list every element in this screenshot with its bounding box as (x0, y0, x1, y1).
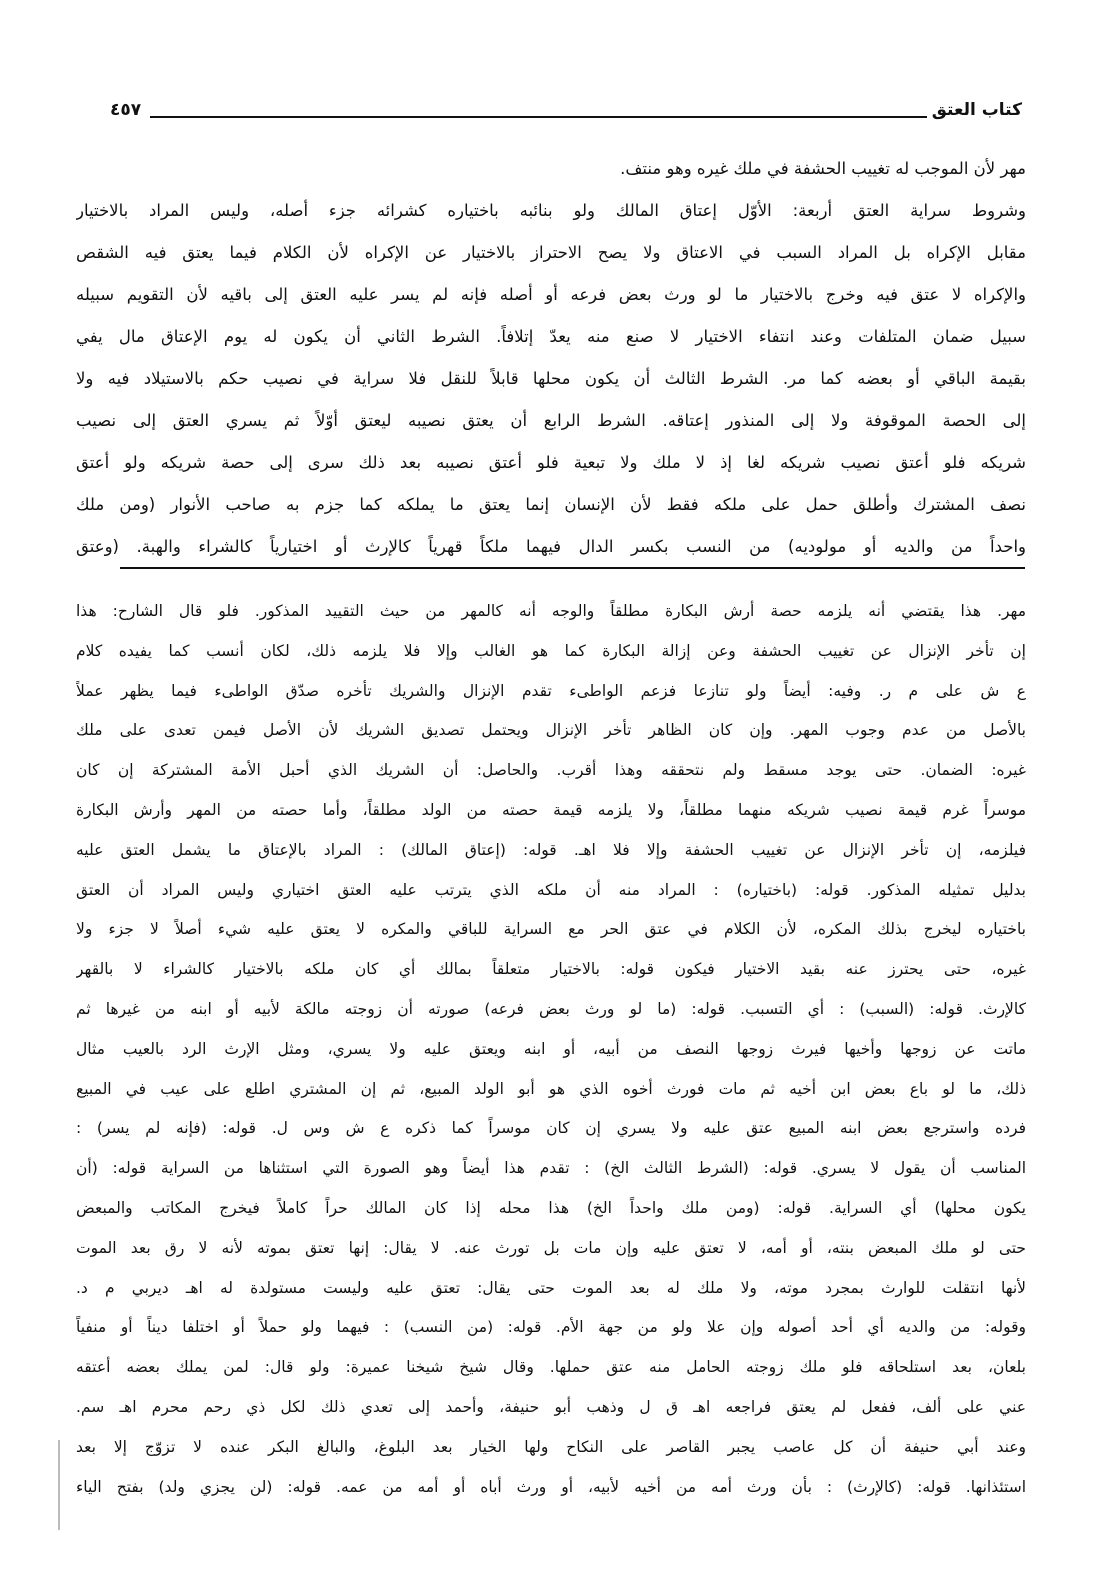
scan-margin-mark (58, 1440, 60, 1530)
footnote-line: ذلك، ما لو باع بعض ابن أخيه ثم مات فورث أخوه الذي هو أبو الولد المبيع، ثم إن المشتري اطلع على عيب في المبيع (76, 1079, 1026, 1098)
footnote-line: مهر. هذا يقتضي أنه يلزمه حصة أرش البكارة مطلقاً والوجه أنه كالمهر من حيث التقييد المذكور. فلو قال الشارح: هذا (76, 602, 1026, 620)
main-text-line: سبيل ضمان المتلفات وعند انتفاء الاختيار لا صنع منه يعدّ إتلافاً. الشرط الثاني أن يكون له يوم الإعتاق مال يفي (76, 327, 1026, 346)
footnote-line: غيره: الضمان. حتى يوجد مسقط ولم نتحققه وهذا أقرب. والحاصل: أن الشريك الذي أحبل الأمة المشتركة إن كان (76, 761, 1026, 780)
main-text (76, 148, 1026, 568)
main-text-line: وشروط سراية العتق أربعة: الأوّل إعتاق المالك ولو بنائبه باختياره كشرائه جزء أصله، وليس المراد بالاختيار (76, 201, 1026, 220)
footnote-line: بلعان، بعد استلحاقه فلو ملك زوجته الحامل منه عتق حملها. وقال شيخ شيخنا عميرة: ولو قال: لمن يملك بعضه أعتقه (76, 1358, 1026, 1377)
chapter-title: كتاب العتق (931, 100, 1022, 120)
footnotes (76, 592, 1026, 1507)
footnote-line: باختياره ليخرج بذلك المكره، لأن الكلام في عتق الحر مع السراية للباقي والمكره لا يعتق عليه شيء أصلاً لا جزء ولا (76, 920, 1026, 939)
footnote-line: بدليل تمثيله المذكور. قوله: (باختياره) : المراد منه أن ملكه الذي يترتب عليه العتق اختياري وليس المراد أن العتق (76, 880, 1026, 899)
main-text-line: واحداً من والديه أو مولوديه) من النسب بكسر الدال فيهما ملكاً قهرياً كالإرث أو اختيارياً كالشراء والهبة. (وعتق (76, 537, 1026, 556)
footnote-line: وقوله: من والديه أي أحد أصوله وإن علا ولو من جهة الأم. قوله: (من النسب) : فيهما ولو حملاً أو اختلفا ديناً أو منفياً (76, 1318, 1026, 1337)
header-rule (150, 116, 927, 118)
footnote-line: غيره، حتى يحترز عنه بقيد الاختيار فيكون قوله: بالاختيار متعلقاً بمالك أي كان ملكه بالاختيار كالشراء لا بالقهر (76, 960, 1026, 979)
footnote-line: المناسب أن يقول لا يسري. قوله: (الشرط الثالث الخ) : تقدم هذا أيضاً وهو الصورة التي استثناها من السراية قوله: (أن (76, 1159, 1026, 1178)
footnote-line: فرده واسترجع بعض ابنه المبيع عتق عليه ولا يسري إن كان موسراً كما ذكره ع ش وس ل. قوله: (فإنه لم يسر) : (76, 1119, 1026, 1138)
footnote-line: لأنها انتقلت للوارث بمجرد موته، ولا ملك له بعد الموت حتى يقال: تعتق عليه وليست مستولدة له اهـ ديربي م د. (76, 1278, 1026, 1297)
main-text-line: نصف المشترك وأطلق حمل على ملكه فقط لأن الإنسان إنما يعتق ما يملكه كما جزم به صاحب الأنوار (ومن ملك (76, 495, 1026, 514)
footnote-separator (120, 567, 1025, 569)
footnote-line: وعند أبي حنيفة أن كل عاصب يجبر القاصر على النكاح ولها الخيار بعد البلوغ، والبالغ البكر عنده لا تزوّج إلا بعد (76, 1437, 1026, 1456)
footnote-line: عني على ألف، ففعل لم يعتق فراجعه اهـ ق ل وذهب أبو حنيفة، وأحمد إلى تعدي ذلك لكل ذي رحم محرم اهـ سم. (76, 1397, 1026, 1416)
main-text-line: مهر لأن الموجب له تغييب الحشفة في ملك غيره وهو منتف. (620, 159, 1026, 178)
footnote-line: إن تأخر الإنزال عن تغييب الحشفة وعن إزالة البكارة كما هو الغالب وإلا فلا يلزمه ذلك، لكان أنسب كما يفيده كلام (76, 641, 1026, 660)
footnote-line: ع ش على م ر. وفيه: أيضاً ولو تنازعا فزعم الواطىء تقدم الإنزال والشريك تأخره صدّق الواطىء فيما يظهر عملاً (76, 681, 1026, 700)
footnote-line: موسراً غرم قيمة نصيب شريكه منهما مطلقاً، ولا يلزمه قيمة حصته من الولد مطلقاً، وأما حصته من المهر وأرش البكارة (76, 800, 1026, 819)
page-number: ٤٥٧ (110, 100, 142, 120)
footnote-line: بالأصل من عدم وجوب المهر. وإن كان الظاهر تأخر الإنزال ويحتمل تصديق الشريك لأن الأصل فيمن تعدى على ملك (76, 721, 1026, 740)
footnote-line: استئذانها. قوله: (كالإرث) : بأن ورث أمه من أخيه لأبيه، أو ورث أباه أو أمه من عمه. قوله: (لن يجزي ولد) بفتح الياء (76, 1477, 1026, 1496)
footnote-line: ماتت عن زوجها وأخيها فيرث زوجها النصف من أبيه، أو ابنه ويعتق عليه ولا يسري، ومثل الإرث الرد بالعيب مثال (76, 1039, 1026, 1058)
main-text-line: بقيمة الباقي أو بعضه كما مر. الشرط الثالث أن يكون محلها قابلاً للنقل فلا سراية في نصيب حكم بالاستيلاد فيه ولا (76, 369, 1026, 388)
main-text-line: شريكه فلو أعتق نصيب شريكه لغا إذ لا ملك ولا تبعية فلو أعتق نصيبه بعد ذلك سرى إلى حصة شريكه ولو أعتق (76, 453, 1026, 472)
footnote-line: كالإرث. قوله: (السبب) : أي التسبب. قوله: (ما لو ورث بعض فرعه) صورته أن زوجته مالكة لأبيه أو ابنه من غيرها ثم (76, 999, 1026, 1018)
main-text-line: والإكراه لا عتق فيه وخرج بالاختيار ما لو ورث بعض فرعه أو أصله فإنه لم يسر عليه العتق إلى باقيه لأن التقويم سبيله (76, 285, 1026, 304)
main-text-line: مقابل الإكراه بل المراد السبب في الاعتاق ولا يصح الاحتراز بالاختيار عن الإكراه لأن الكلام فيما يعتق فيه الشقص (76, 243, 1026, 262)
main-text-line: إلى الحصة الموقوفة ولا إلى المنذور إعتاقه. الشرط الرابع أن يعتق نصيبه ليعتق أوّلاً ثم يسري العتق إلى نصيب (76, 411, 1026, 430)
footnote-line: حتى لو ملك المبعض بنته، أو أمه، لا تعتق عليه وإن مات بل تورث عنه. لا يقال: إنها تعتق بموته لأنه لا رق بعد الموت (76, 1238, 1026, 1257)
footnote-line: فيلزمه، إن تأخر الإنزال عن تغييب الحشفة وإلا فلا اهـ. قوله: (إعتاق المالك) : المراد بالإعتاق ما يشمل العتق عليه (76, 840, 1026, 859)
running-header (110, 100, 1022, 130)
footnote-line: يكون محلها) أي السراية. قوله: (ومن ملك واحداً الخ) هذا محله إذا كان المالك حراً كاملاً فيخرج المكاتب والمبعض (76, 1198, 1026, 1217)
